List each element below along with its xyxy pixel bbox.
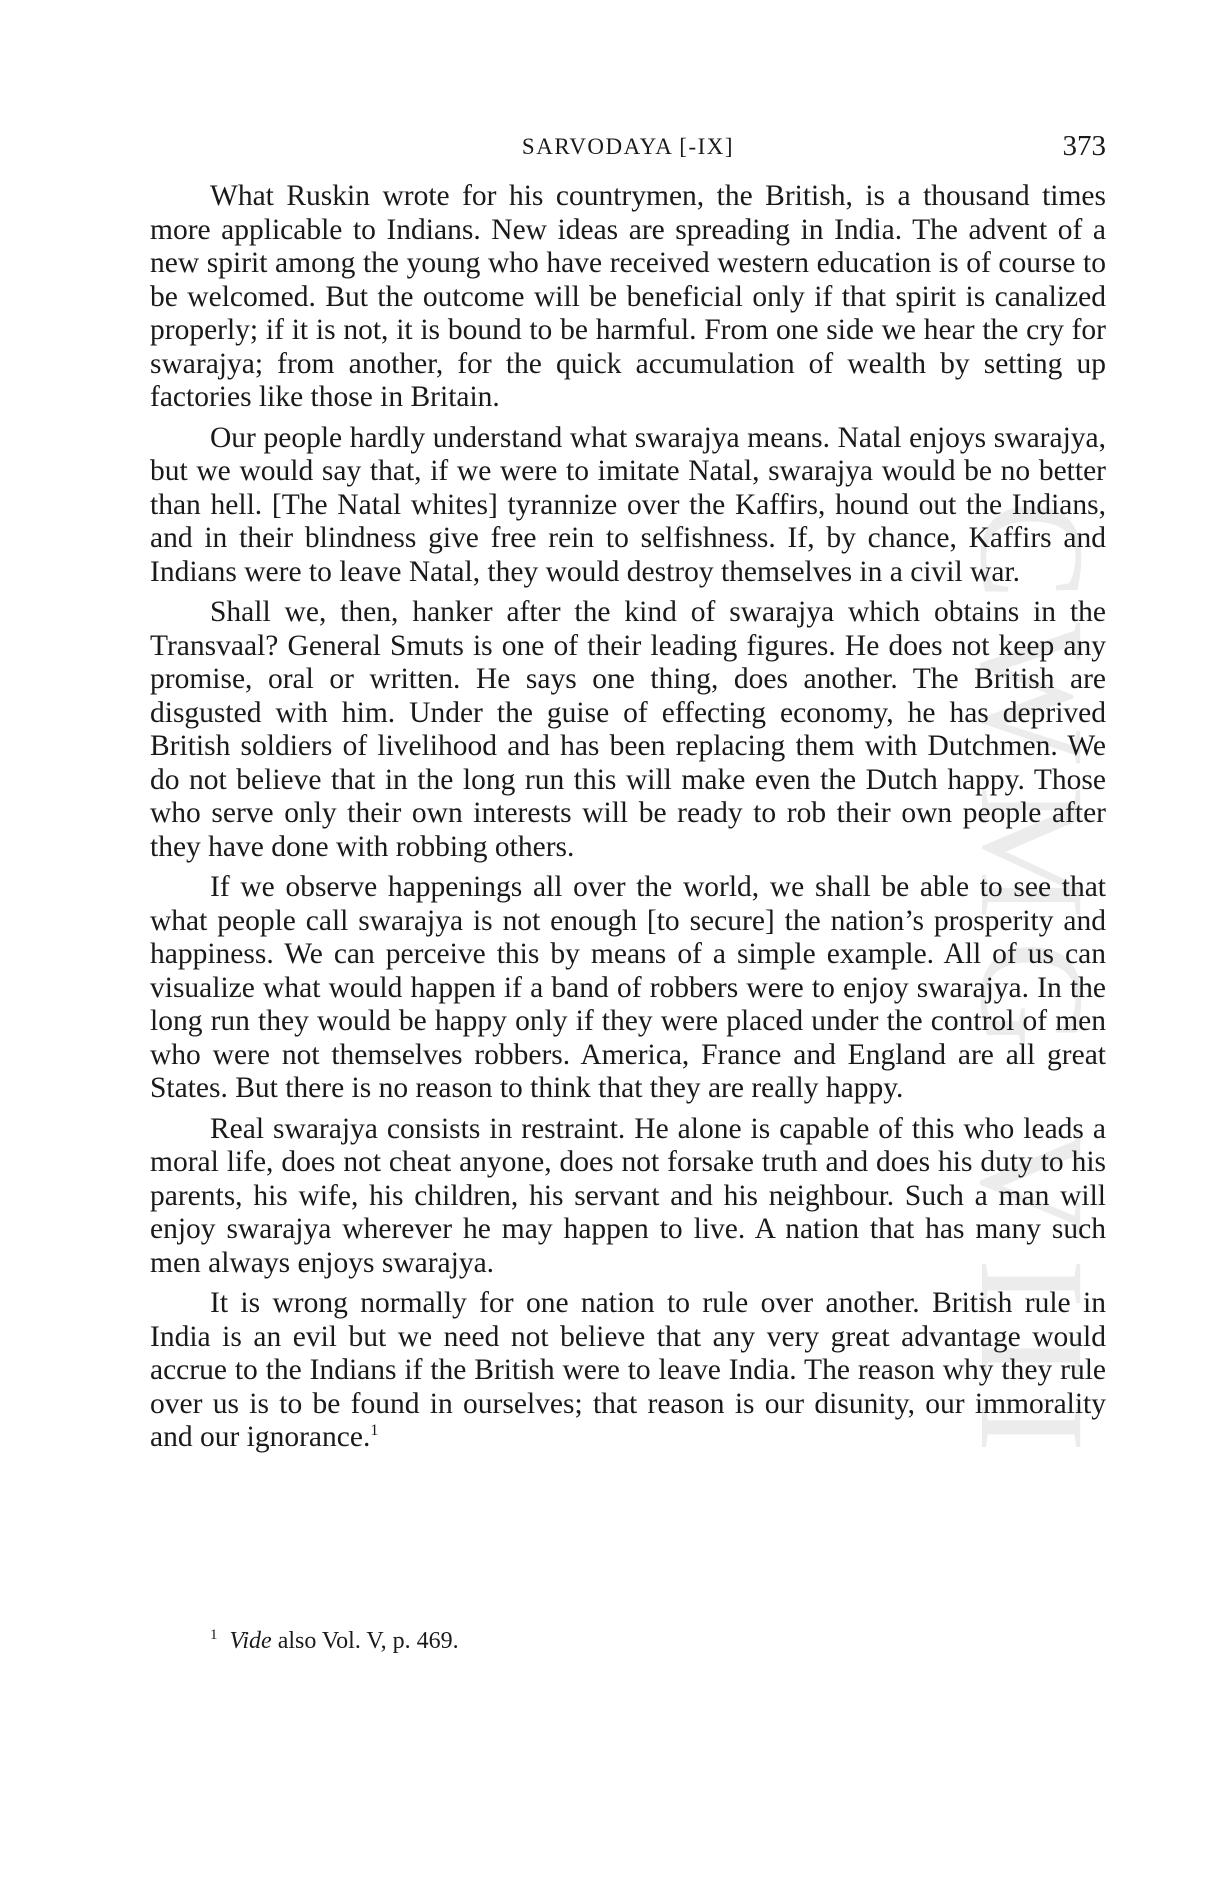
footnote-reference[interactable]: 1 — [370, 1422, 379, 1440]
footnote-italic: Vide — [229, 1628, 272, 1654]
page-header — [150, 130, 1106, 170]
footnote-text: also Vol. V, p. 469. — [271, 1628, 459, 1654]
page-number: 373 — [1062, 130, 1106, 162]
paragraph: If we observe happenings all over the world, we shall be able to see that what people call swarajya is not enough [to secure] the nation’s prosperity and happiness. We can perceive this by means of a simple example. All of us can visualize what would happen if a band of robbers were to enjoy swarajya. In the long run they would be happy only if they were placed under the control of men who were not themselves robbers. America, France and England are all great States. But there is no reason to think that they are really happy. — [150, 871, 1106, 1104]
running-head: SARVODAYA [-IX] — [521, 134, 735, 159]
paragraph: Our people hardly understand what swarajya means. Natal enjoys swarajya, but we would say that, if we were to imitate Natal, swarajya would be no better than hell. [The Natal whites] tyrannize over the Kaffirs, hound out the Indians, and in their blindness give free rein to selfishness. If, by chance, Kaffirs and Indians were to leave Natal, they would destroy themselves in a civil war. — [150, 421, 1106, 588]
paragraph: Shall we, then, hanker after the kind of swarajya which obtains in the Transvaal? General Smuts is one of their leading figures. He does not keep any promise, oral or written. He says one thing, does another. The British are disgusted with him. Under the guise of effecting economy, he has deprived British soldiers of livelihood and has been replacing them with Dutchmen. We do not believe that in the long run this will make even the Dutch happy. Those who serve only their own interests will be ready to rob their own people after they have done with robbing others. — [150, 596, 1106, 863]
paragraph: Real swarajya consists in restraint. He alone is capable of this who leads a moral life, does not cheat anyone, does not forsake truth and does his duty to his parents, his wife, his children, his servant and his neighbour. Such a man will enjoy swarajya wherever he may happen to live. A nation that has many such men always enjoys swarajya. — [150, 1112, 1106, 1279]
footnote-mark: 1 — [210, 1627, 218, 1643]
watermark: CWMG VIII — [949, 500, 1115, 1475]
paragraph-last-text: It is wrong normally for one nation to rule over another. British rule in India is an evil but we need not believe that any very great advantage would accrue to the Indians if the British were to leave India. The reason why they rule over us is to be found in ourselves; that reason is our disunity, our immorality and our ignorance. — [150, 1287, 1106, 1453]
paragraph: What Ruskin wrote for his countrymen, the British, is a thousand times more applicable to Indians. New ideas are spreading in India. The advent of a new spirit among the young who have received western education is of course to be welcomed. But the outcome will be beneficial only if that spirit is canalized properly; if it is not, it is bound to be harmful. From one side we hear the cry for swarajya; from another, for the quick accumulation of wealth by setting up factories like those in Britain. — [150, 180, 1106, 413]
footnote — [210, 1626, 1090, 1656]
paragraph-last — [150, 1287, 1106, 1455]
body-text — [150, 180, 1106, 1462]
